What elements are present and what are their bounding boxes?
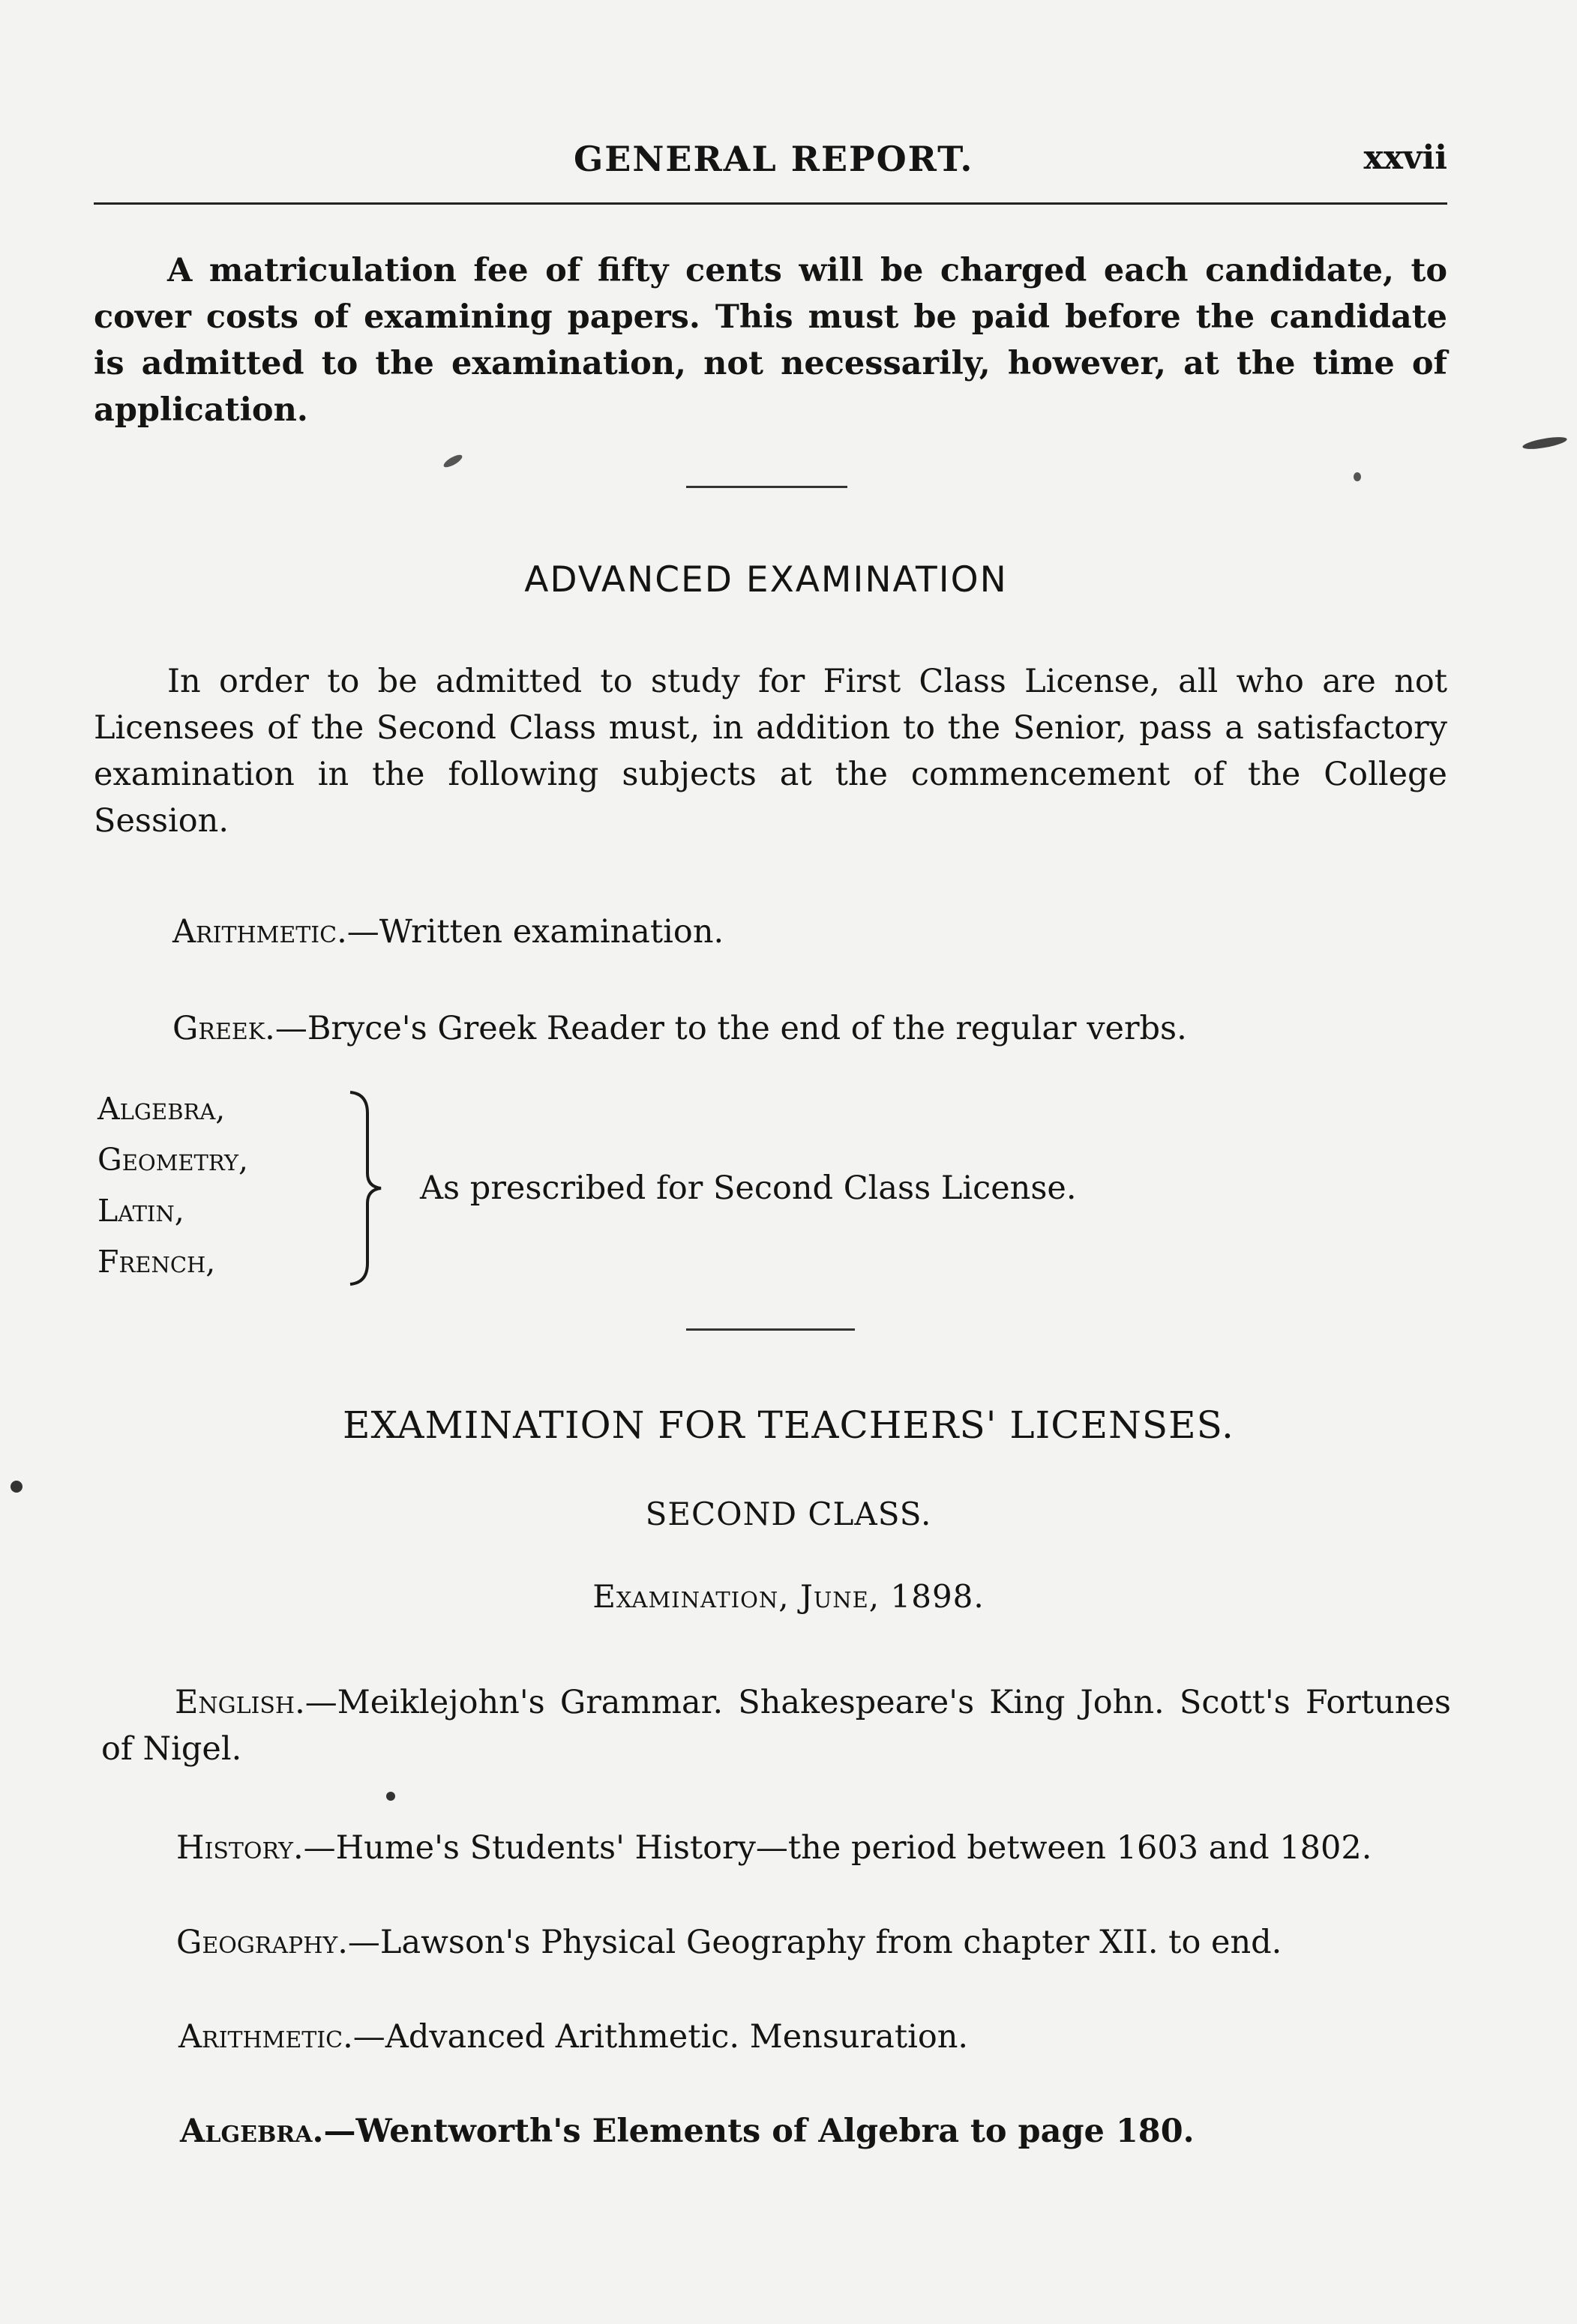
- subject-text: —Wentworth's Elements of Algebra to page 180.: [323, 2113, 1195, 2150]
- subject-name: History.: [176, 1829, 304, 1867]
- second-class-title: SECOND CLASS.: [645, 1496, 932, 1532]
- subject-name: English.: [175, 1684, 305, 1721]
- examination-date: Examination, June, 1898.: [592, 1578, 985, 1615]
- page-number: xxvii: [1363, 139, 1447, 177]
- right-brace-icon: [346, 1091, 384, 1286]
- grouped-subject: Geometry,: [97, 1142, 249, 1178]
- subject-text: —Meiklejohn's Grammar. Shakespeare's King John. Scott's Fortunes of Nigel.: [101, 1684, 1451, 1768]
- grouped-subject: Algebra,: [97, 1091, 226, 1127]
- scan-speck: [442, 453, 463, 470]
- header-rule: [94, 202, 1447, 205]
- subject-text: —Advanced Arithmetic. Mensuration.: [352, 2018, 969, 2056]
- scan-speck: [1522, 435, 1567, 451]
- subject-name: Algebra.: [180, 2113, 324, 2150]
- subject-text: —Hume's Students' History—the period between 1603 and 1802.: [303, 1829, 1372, 1867]
- subject-history: [176, 1829, 1372, 1867]
- advanced-intro-paragraph: In order to be admitted to study for First Class License, all who are not Licensees of the Second Class must, in addition to the Senior, pass a satisfactory examination in the following subjects at the commencement of the College Session.: [94, 663, 1447, 840]
- running-header: [94, 139, 1447, 184]
- running-head-title: GENERAL REPORT.: [574, 139, 974, 179]
- section-divider: [686, 486, 847, 488]
- subject-text: —Written examination.: [346, 913, 724, 951]
- grouped-subject: French,: [97, 1244, 216, 1280]
- scan-speck: [10, 1481, 22, 1493]
- subject-text: —Lawson's Physical Geography from chapter XII. to end.: [347, 1924, 1282, 1961]
- subject-algebra: [180, 2113, 1195, 2150]
- subject-geography: [176, 1924, 1282, 1961]
- grouped-subjects-list: [97, 1083, 248, 1287]
- subject-name: Arithmetic.: [178, 2018, 353, 2056]
- scan-speck: [1354, 472, 1361, 481]
- subject-name: Geography.: [176, 1924, 348, 1961]
- advanced-greek: [172, 1010, 1187, 1047]
- matriculation-paragraph: A matriculation fee of fifty cents will be charged each candidate, to cover costs of examining papers. This must be paid before the candidate is admitted to the examination, not necessarily, however, at the time of application.: [94, 252, 1447, 429]
- advanced-examination-title: ADVANCED EXAMINATION: [524, 559, 1008, 600]
- scan-speck: [386, 1792, 395, 1801]
- subject-arithmetic: [178, 2018, 968, 2056]
- subject-text: —Bryce's Greek Reader to the end of the regular verbs.: [274, 1010, 1187, 1047]
- subject-name: Arithmetic.: [172, 913, 347, 951]
- grouped-subjects-note: As prescribed for Second Class License.: [420, 1169, 1077, 1207]
- subject-english: [101, 1679, 1451, 1772]
- advanced-arithmetic: [172, 913, 724, 951]
- subject-name: Greek.: [172, 1010, 275, 1047]
- grouped-subject: Latin,: [97, 1193, 184, 1229]
- section-divider: [686, 1328, 855, 1331]
- teachers-licenses-title: EXAMINATION FOR TEACHERS' LICENSES.: [343, 1403, 1234, 1447]
